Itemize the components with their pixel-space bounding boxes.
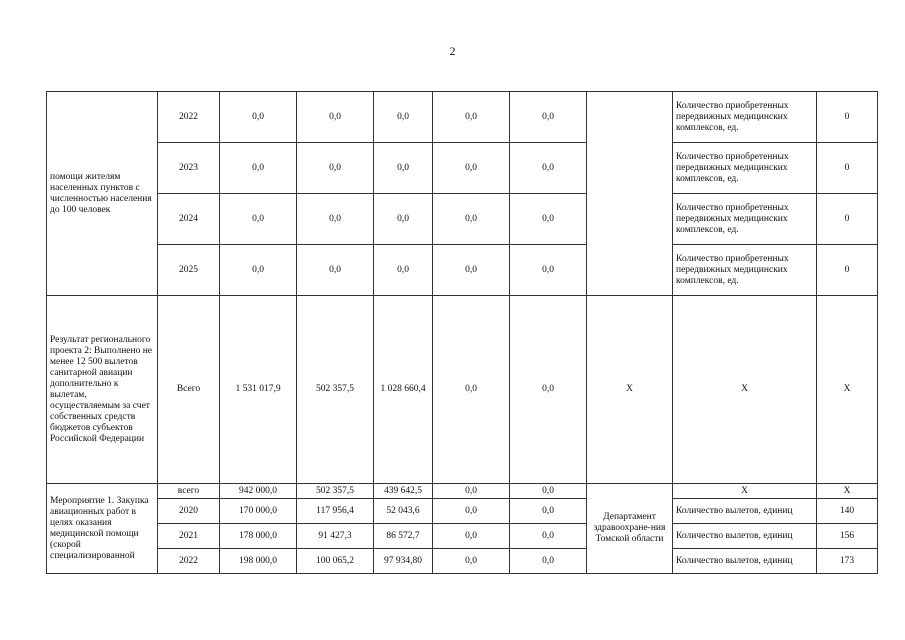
value-cell: 0,0 [297,245,374,296]
table-row [47,484,878,499]
value-cell: 0,0 [433,296,510,484]
value-cell: 0,0 [510,499,587,524]
indicator-value: 140 [817,499,878,524]
value-cell: 0,0 [433,143,510,194]
block1-description: помощи жителям населенных пунктов с численностью населения до 100 человек [47,92,158,296]
value-cell: 0,0 [510,484,587,499]
value-cell: 0,0 [510,296,587,484]
value-cell: 97 934,80 [374,549,433,574]
indicator-cell: Количество приобретенных передвижных медицинских комплексов, ед. [673,92,817,143]
indicator-cell: Количество приобретенных передвижных медицинских комплексов, ед. [673,194,817,245]
table-row [47,245,878,296]
year-cell: 2023 [158,143,220,194]
table-row [47,194,878,245]
year-cell: 2022 [158,549,220,574]
value-cell: 502 357,5 [297,484,374,499]
table-row [47,296,878,484]
indicator-cell: Количество вылетов, единиц [673,499,817,524]
value-cell: 52 043,6 [374,499,433,524]
value-cell: 0,0 [510,92,587,143]
result2-indicator: Х [673,296,817,484]
value-cell: 0,0 [374,92,433,143]
value-cell: 1 531 017,9 [220,296,297,484]
year-cell: Всего [158,296,220,484]
indicator-cell: Количество приобретенных передвижных медицинских комплексов, ед. [673,143,817,194]
year-cell: 2025 [158,245,220,296]
year-cell: 2022 [158,92,220,143]
indicator-cell: Количество вылетов, единиц [673,549,817,574]
page-number: 2 [449,44,456,58]
value-cell: 0,0 [220,245,297,296]
value-cell: 0,0 [510,524,587,549]
indicator-cell: Количество вылетов, единиц [673,524,817,549]
table-row [47,524,878,549]
value-cell: 0,0 [433,194,510,245]
measure1-executor: Департамент здравоохране-ния Томской области [587,484,673,574]
value-cell: 178 000,0 [220,524,297,549]
indicator-cell: Х [673,484,817,499]
value-cell: 0,0 [220,194,297,245]
year-cell: 2021 [158,524,220,549]
result2-executor: Х [587,296,673,484]
value-cell: 0,0 [433,484,510,499]
year-cell: 2020 [158,499,220,524]
value-cell: 170 000,0 [220,499,297,524]
value-cell: 0,0 [510,549,587,574]
value-cell: 0,0 [433,549,510,574]
table-row [47,499,878,524]
indicator-value: 0 [817,92,878,143]
value-cell: 198 000,0 [220,549,297,574]
table-row [47,143,878,194]
value-cell: 0,0 [374,143,433,194]
value-cell: 91 427,3 [297,524,374,549]
year-cell: 2024 [158,194,220,245]
value-cell: 439 642,5 [374,484,433,499]
value-cell: 0,0 [297,143,374,194]
indicator-value: 0 [817,245,878,296]
indicator-value: 0 [817,194,878,245]
value-cell: 0,0 [510,143,587,194]
value-cell: 117 956,4 [297,499,374,524]
value-cell: 0,0 [433,499,510,524]
result2-value: Х [817,296,878,484]
indicator-value: 156 [817,524,878,549]
value-cell: 100 065,2 [297,549,374,574]
budget-table [46,91,878,574]
value-cell: 0,0 [433,524,510,549]
value-cell: 942 000,0 [220,484,297,499]
value-cell: 0,0 [297,92,374,143]
value-cell: 0,0 [220,143,297,194]
value-cell: 0,0 [433,245,510,296]
measure1-description: Мероприятие 1. Закупка авиационных работ в целях оказания медицинской помощи (скорой специализированной [47,484,158,574]
value-cell: 0,0 [433,92,510,143]
year-cell: всего [158,484,220,499]
table-row [47,92,878,143]
block1-executor [587,92,673,296]
value-cell: 0,0 [510,194,587,245]
value-cell: 0,0 [510,245,587,296]
result2-description: Результат регионального проекта 2: Выполнено не менее 12 500 вылетов санитарной авиации дополнительно к вылетам, осуществляемым за счет собственных средств бюджетов субъектов Российской Федерации [47,296,158,484]
value-cell: 0,0 [374,194,433,245]
value-cell: 0,0 [374,245,433,296]
table-row [47,549,878,574]
indicator-cell: Количество приобретенных передвижных медицинских комплексов, ед. [673,245,817,296]
value-cell: 1 028 660,4 [374,296,433,484]
indicator-value: Х [817,484,878,499]
value-cell: 0,0 [297,194,374,245]
value-cell: 86 572,7 [374,524,433,549]
indicator-value: 0 [817,143,878,194]
value-cell: 502 357,5 [297,296,374,484]
indicator-value: 173 [817,549,878,574]
value-cell: 0,0 [220,92,297,143]
